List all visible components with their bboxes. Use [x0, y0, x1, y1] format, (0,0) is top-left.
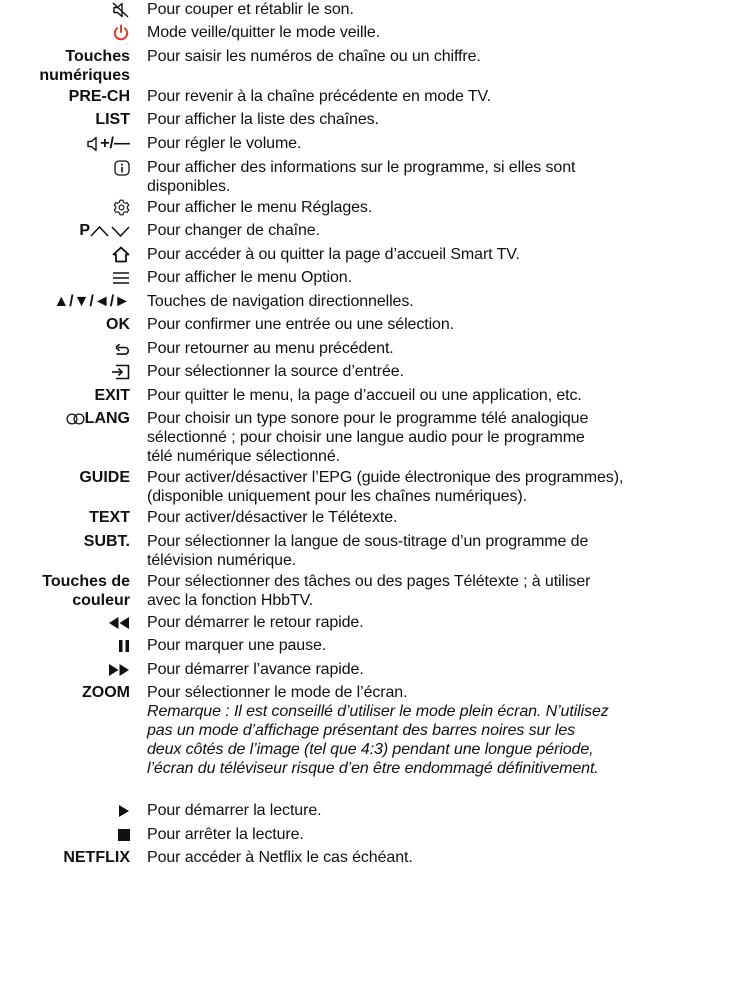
description-line: Pour sélectionner la langue de sous-titrage d’un programme de [147, 533, 589, 550]
key-description [147, 23, 751, 42]
key-description [147, 245, 751, 264]
audio-icon [66, 410, 85, 427]
play-icon [118, 802, 130, 819]
description-line: Pour sélectionner la source d’entrée. [147, 363, 404, 380]
key-label [42, 572, 130, 610]
key-label [118, 636, 130, 655]
description-line: Pour démarrer le retour rapide. [147, 614, 364, 631]
key-label-line: SUBT. [83, 533, 130, 550]
description-line: Pour couper et rétablir le son. [147, 1, 354, 18]
fast-forward-icon [108, 661, 130, 678]
note-line: deux côtés de l’image (tel que 4:3) pendant une longue période, [147, 741, 594, 758]
key-label [79, 221, 130, 240]
note-line: l’écran du téléviseur risque d’en être endommagé définitivement. [147, 760, 599, 777]
key-label-line: Touches [65, 48, 130, 65]
description-line: télé numérique sélectionné. [147, 448, 340, 465]
description-line: Pour saisir les numéros de chaîne ou un chiffre. [147, 48, 481, 65]
description-line: disponibles. [147, 178, 231, 195]
key-label-line: EXIT [94, 387, 130, 404]
key-label [84, 532, 130, 551]
key-label-line: OK [106, 316, 130, 333]
menu-icon [112, 269, 130, 286]
key-prefix: P [79, 222, 90, 239]
description-line: avec la fonction HbbTV. [147, 592, 314, 609]
key-label [53, 292, 130, 311]
key-label [94, 386, 130, 405]
key-description [147, 508, 751, 527]
key-description [147, 47, 751, 66]
rewind-icon [108, 614, 130, 631]
description-line: Touches de navigation directionnelles. [147, 293, 414, 310]
key-label [112, 0, 130, 19]
key-description [147, 409, 751, 466]
description-line: Pour quitter le menu, la page d’accueil ou une application, etc. [147, 387, 582, 404]
key-label-line: ▲/▼/◄/► [53, 293, 130, 310]
key-description [147, 87, 751, 106]
key-label [108, 660, 130, 679]
volume-icon [87, 135, 100, 152]
info-icon [114, 159, 130, 176]
key-description [147, 315, 751, 334]
description-line: Pour revenir à la chaîne précédente en mode TV. [147, 88, 491, 105]
key-description [147, 825, 751, 844]
key-description [147, 613, 751, 632]
description-line: Pour démarrer l’avance rapide. [147, 661, 364, 678]
key-suffix: LANG [84, 410, 130, 427]
key-label [112, 268, 130, 287]
key-label [106, 315, 130, 334]
key-description [147, 339, 751, 358]
key-label [69, 87, 130, 106]
key-description [147, 468, 751, 506]
key-description [147, 0, 751, 19]
key-description [147, 362, 751, 381]
pause-icon [118, 637, 130, 654]
key-label [39, 47, 130, 85]
key-description [147, 572, 751, 610]
key-label [79, 468, 130, 487]
key-description [147, 158, 751, 196]
description-line: Pour activer/désactiver l’EPG (guide électronique des programmes), [147, 469, 624, 486]
note-line: Remarque : Il est conseillé d’utiliser le mode plein écran. N’utilisez [147, 703, 609, 720]
key-description [147, 221, 751, 240]
key-description [147, 636, 751, 655]
key-label-line: NETFLIX [63, 849, 130, 866]
key-label [95, 110, 130, 129]
key-description [147, 683, 751, 778]
key-label-line: LIST [95, 111, 130, 128]
key-label [113, 198, 130, 217]
key-label [87, 134, 130, 153]
back-icon [115, 340, 130, 357]
key-description [147, 134, 751, 153]
description-line: Pour afficher le menu Option. [147, 269, 352, 286]
key-label [118, 825, 130, 844]
description-line: Pour démarrer la lecture. [147, 802, 322, 819]
key-label-line: numériques [39, 67, 130, 84]
key-label-line: TEXT [89, 509, 130, 526]
key-suffix: +/— [100, 135, 130, 152]
description-line: Pour sélectionner des tâches ou des pages Télétexte ; à utiliser [147, 573, 591, 590]
settings-icon [113, 199, 130, 216]
key-label [66, 409, 130, 428]
key-label [111, 362, 130, 381]
key-label-line: GUIDE [79, 469, 130, 486]
key-label-line: Touches de [42, 573, 130, 590]
description-line: Pour afficher le menu Réglages. [147, 199, 373, 216]
description-line: Pour confirmer une entrée ou une sélection. [147, 316, 454, 333]
description-line: télévision numérique. [147, 552, 297, 569]
description-line: Pour régler le volume. [147, 135, 302, 152]
description-line: Pour accéder à ou quitter la page d’accueil Smart TV. [147, 246, 520, 263]
description-line: Pour activer/désactiver le Télétexte. [147, 509, 398, 526]
key-label-line: ZOOM [82, 684, 130, 701]
key-description [147, 532, 751, 570]
description-line: Pour arrêter la lecture. [147, 826, 304, 843]
description-line: Pour sélectionner le mode de l’écran. [147, 684, 408, 701]
description-line: Mode veille/quitter le mode veille. [147, 24, 381, 41]
key-description [147, 801, 751, 820]
key-description [147, 198, 751, 217]
description-line: Pour marquer une pause. [147, 637, 327, 654]
key-label [89, 508, 130, 527]
key-label [118, 801, 130, 820]
description-line: Pour retourner au menu précédent. [147, 340, 394, 357]
description-line: Pour accéder à Netflix le cas échéant. [147, 849, 413, 866]
stop-icon [118, 826, 130, 843]
key-description [147, 386, 751, 405]
key-label [115, 339, 130, 358]
channel-icon [90, 222, 130, 239]
description-line: Pour choisir un type sonore pour le programme télé analogique [147, 410, 589, 427]
key-label [63, 848, 130, 867]
description-line: Pour changer de chaîne. [147, 222, 320, 239]
key-label [112, 245, 130, 264]
key-label [82, 683, 130, 702]
key-label-line: PRE-CH [68, 88, 130, 105]
description-line: Pour afficher la liste des chaînes. [147, 111, 379, 128]
key-description [147, 268, 751, 287]
key-description [147, 292, 751, 311]
key-description [147, 660, 751, 679]
description-line: Pour afficher des informations sur le programme, si elles sont [147, 159, 576, 176]
key-label [108, 613, 130, 632]
key-label-line: couleur [72, 592, 130, 609]
power-icon [112, 24, 130, 41]
mute-icon [112, 1, 130, 18]
home-icon [112, 246, 130, 263]
key-label [114, 158, 130, 177]
note-line: pas un mode d’affichage présentant des barres noires sur les [147, 722, 576, 739]
key-label [112, 23, 130, 42]
description-line: sélectionné ; pour choisir une langue audio pour le programme [147, 429, 585, 446]
input-icon [111, 363, 130, 380]
key-description [147, 848, 751, 867]
description-line: (disponible uniquement pour les chaînes numériques). [147, 488, 527, 505]
key-description [147, 110, 751, 129]
